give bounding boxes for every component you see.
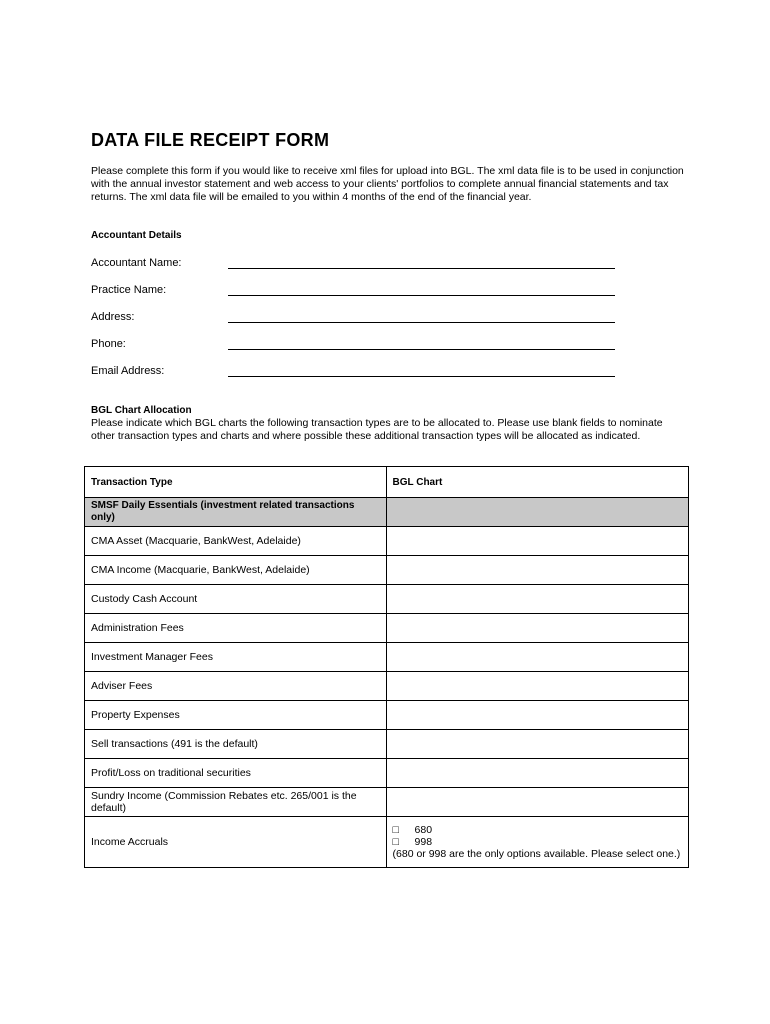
bgl-chart-input-cell[interactable] bbox=[386, 527, 688, 556]
email-line[interactable] bbox=[228, 376, 615, 377]
column-header-bgl-chart: BGL Chart bbox=[386, 467, 688, 498]
transaction-type-cell: Custody Cash Account bbox=[85, 585, 387, 614]
practice-name-line[interactable] bbox=[228, 295, 615, 296]
practice-name-field[interactable] bbox=[91, 284, 621, 298]
transaction-type-cell: CMA Asset (Macquarie, BankWest, Adelaide) bbox=[85, 527, 387, 556]
table-row bbox=[85, 614, 689, 643]
table-header-row bbox=[85, 467, 689, 498]
table-row bbox=[85, 730, 689, 759]
income-accruals-note: (680 or 998 are the only options available. Please select one.) bbox=[392, 848, 681, 860]
income-accruals-label: Income Accruals bbox=[85, 817, 387, 868]
bgl-chart-input-cell[interactable] bbox=[386, 672, 688, 701]
field-label: Practice Name: bbox=[91, 284, 167, 296]
field-label: Accountant Name: bbox=[91, 257, 182, 269]
section-label: SMSF Daily Essentials (investment related transactions only) bbox=[85, 498, 387, 527]
field-label: Email Address: bbox=[91, 365, 165, 377]
option-998[interactable] bbox=[393, 836, 682, 848]
address-field[interactable] bbox=[91, 311, 621, 325]
transaction-type-cell: Administration Fees bbox=[85, 614, 387, 643]
transaction-type-cell: CMA Income (Macquarie, BankWest, Adelaide) bbox=[85, 556, 387, 585]
table-row bbox=[85, 759, 689, 788]
section-chart-cell bbox=[386, 498, 688, 527]
table-row bbox=[85, 585, 689, 614]
accountant-name-line[interactable] bbox=[228, 268, 615, 269]
checkbox-icon[interactable]: □ bbox=[392, 836, 399, 848]
table-row bbox=[85, 788, 689, 817]
bgl-chart-description: Please indicate which BGL charts the following transaction types are to be allocated to. Please use blank fields to nominate other transaction types and charts and where possible these additional transaction types will be allocated as indicated. bbox=[91, 417, 663, 442]
column-header-transaction-type: Transaction Type bbox=[85, 467, 387, 498]
intro-paragraph: Please complete this form if you would like to receive xml files for upload into BGL. The xml data file is to be used in conjunction with the annual investor statement and web access to your clients' portfolios to complete annual financial statements and tax returns. The xml data file will be emailed to you within 4 months of the end of the financial year. bbox=[91, 165, 684, 203]
income-accruals-options-cell bbox=[386, 817, 688, 868]
phone-line[interactable] bbox=[228, 349, 615, 350]
bgl-chart-input-cell[interactable] bbox=[386, 730, 688, 759]
bgl-chart-input-cell[interactable] bbox=[386, 556, 688, 585]
bgl-chart-input-cell[interactable] bbox=[386, 643, 688, 672]
option-label: 680 bbox=[414, 824, 433, 836]
bgl-chart-input-cell[interactable] bbox=[386, 585, 688, 614]
table-row bbox=[85, 643, 689, 672]
transaction-type-cell: Adviser Fees bbox=[85, 672, 387, 701]
phone-field[interactable] bbox=[91, 338, 621, 352]
bgl-chart-input-cell[interactable] bbox=[386, 788, 688, 817]
field-label: Phone: bbox=[91, 338, 126, 350]
table-row bbox=[85, 556, 689, 585]
transaction-type-cell: Sundry Income (Commission Rebates etc. 265/001 is the default) bbox=[85, 788, 387, 817]
address-line[interactable] bbox=[228, 322, 615, 323]
transaction-type-cell: Profit/Loss on traditional securities bbox=[85, 759, 387, 788]
income-accruals-row bbox=[85, 817, 689, 868]
page-title: DATA FILE RECEIPT FORM bbox=[91, 130, 330, 150]
transaction-type-cell: Property Expenses bbox=[85, 701, 387, 730]
accountant-details-heading: Accountant Details bbox=[91, 230, 182, 241]
table-row bbox=[85, 701, 689, 730]
section-row bbox=[85, 498, 689, 527]
option-680[interactable] bbox=[393, 824, 682, 836]
bgl-chart-heading: BGL Chart Allocation bbox=[91, 405, 192, 416]
table-row bbox=[85, 527, 689, 556]
bgl-chart-input-cell[interactable] bbox=[386, 614, 688, 643]
transaction-type-cell: Sell transactions (491 is the default) bbox=[85, 730, 387, 759]
checkbox-icon[interactable]: □ bbox=[392, 824, 399, 836]
bgl-chart-input-cell[interactable] bbox=[386, 701, 688, 730]
field-label: Address: bbox=[91, 311, 135, 323]
accountant-name-field[interactable] bbox=[91, 257, 621, 271]
transaction-type-cell: Investment Manager Fees bbox=[85, 643, 387, 672]
bgl-chart-input-cell[interactable] bbox=[386, 759, 688, 788]
email-field[interactable] bbox=[91, 365, 621, 379]
bgl-chart-allocation bbox=[91, 404, 681, 443]
table-row bbox=[85, 672, 689, 701]
allocation-table bbox=[84, 466, 689, 868]
option-label: 998 bbox=[414, 836, 433, 848]
